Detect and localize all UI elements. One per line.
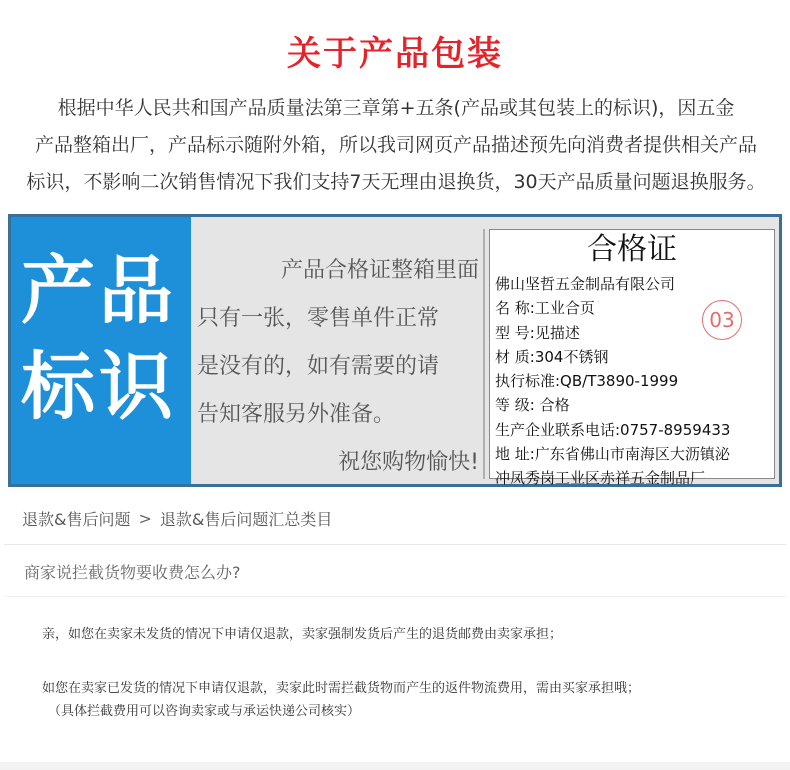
certificate-line: 生产企业联系电话:0757-8959433 bbox=[495, 420, 731, 439]
product-label-text: 产品 bbox=[21, 248, 177, 334]
certificate-line: 材 质:304不锈钢 bbox=[495, 347, 609, 366]
certificate-line: 等 级: 合格 bbox=[495, 396, 570, 415]
intro-paragraph bbox=[8, 90, 784, 201]
certificate-stamp: 03 bbox=[702, 300, 742, 340]
faq-card bbox=[4, 544, 786, 770]
product-label-block bbox=[11, 217, 191, 484]
certificate-notice bbox=[197, 247, 479, 487]
intro-line: 产品整箱出厂，产品标示随附外箱，所以我司网页产品描述预先向消费者提供相关产品 bbox=[34, 134, 757, 156]
faq-question: 商家说拦截货物要收费怎么办? bbox=[24, 563, 241, 582]
faq-answer-note: （具体拦截费用可以咨询卖家或与承运快递公司核实） bbox=[48, 704, 361, 719]
certificate-line: 型 号:见描述 bbox=[495, 323, 580, 342]
certificate-line: 佛山坚哲五金制品有限公司 bbox=[495, 275, 676, 293]
notice-line: 是没有的，如有需要的请 bbox=[197, 354, 440, 379]
certificate-line: 执行标准:QB/T3890-1999 bbox=[495, 372, 679, 391]
bottom-shade bbox=[0, 762, 790, 770]
breadcrumb-item-category-summary[interactable]: 退款&售后问题汇总类目 bbox=[159, 510, 333, 529]
certificate-details bbox=[495, 272, 730, 491]
intro-line: 标识，不影响二次销售情况下我们支持7天无理由退换货，30天产品质量问题退换服务。 bbox=[26, 171, 766, 193]
panel-divider bbox=[483, 229, 485, 479]
notice-line: 只有一张，零售单件正常 bbox=[197, 306, 440, 331]
notice-line: 告知客服另外准备。 bbox=[197, 402, 396, 427]
intro-line: 根据中华人民共和国产品质量法第三章第+五条(产品或其包装上的标识)，因五金 bbox=[57, 97, 735, 119]
certificate-line: 冲凤秀岗工业区赤祥五金制品厂 bbox=[495, 469, 706, 488]
certificate-line: 地 址:广东省佛山市南海区大沥镇泌 bbox=[495, 445, 730, 464]
product-label-panel bbox=[8, 214, 782, 487]
page-title: 关于产品包装 bbox=[287, 34, 503, 74]
breadcrumb-separator: > bbox=[138, 509, 152, 528]
breadcrumb-item-refund-aftersales[interactable]: 退款&售后问题 bbox=[22, 510, 131, 529]
notice-line: 祝您购物愉快! bbox=[338, 450, 479, 475]
product-label-text: 标识 bbox=[21, 344, 177, 430]
faq-answer: 亲，如您在卖家未发货的情况下申请仅退款，卖家强制发货后产生的退货邮费由卖家承担； bbox=[42, 627, 563, 642]
notice-line: 产品合格证整箱里面 bbox=[280, 258, 479, 283]
qualification-certificate bbox=[489, 229, 775, 488]
faq-answer: 如您在卖家已发货的情况下申请仅退款，卖家此时需拦截货物而产生的返件物流费用，需由买家承担哦； bbox=[42, 681, 641, 696]
certificate-line: 名 称:工业合页 bbox=[495, 299, 595, 318]
certificate-title: 合格证 bbox=[587, 232, 677, 267]
faq-divider bbox=[4, 596, 786, 597]
breadcrumb bbox=[22, 507, 332, 530]
